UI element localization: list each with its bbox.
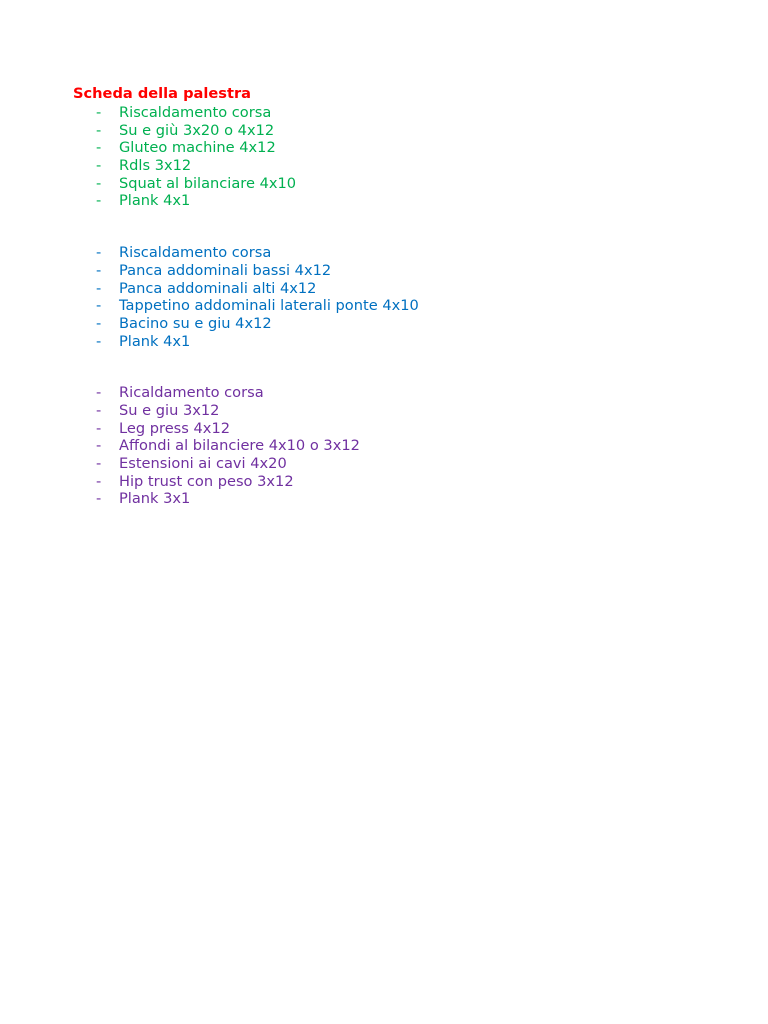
list-item bbox=[73, 104, 768, 122]
list-item bbox=[73, 157, 768, 175]
list-bullet: - bbox=[96, 455, 102, 472]
list-item-text: Leg press 4x12 bbox=[119, 419, 231, 437]
list-item-text: Affondi al bilanciere 4x10 o 3x12 bbox=[119, 437, 360, 455]
list-item bbox=[73, 139, 768, 157]
list-item-text: Bacino su e giu 4x12 bbox=[119, 314, 272, 332]
list-bullet: - bbox=[96, 490, 102, 508]
list-item-text: Tappetino addominali laterali ponte 4x10 bbox=[119, 297, 419, 315]
list-bullet: - bbox=[96, 121, 102, 139]
list-item bbox=[73, 402, 768, 420]
list-bullet: - bbox=[96, 332, 102, 350]
list-item-text: Riscaldamento corsa bbox=[119, 104, 272, 121]
list-item bbox=[73, 262, 768, 280]
list-bullet: - bbox=[96, 297, 102, 315]
list-bullet: - bbox=[96, 279, 102, 297]
list-bullet: - bbox=[96, 401, 102, 419]
workout-group-1 bbox=[73, 104, 768, 210]
list-item-text: Hip trust con peso 3x12 bbox=[119, 472, 294, 490]
list-item bbox=[73, 122, 768, 140]
list-item-text: Estensioni ai cavi 4x20 bbox=[119, 455, 287, 472]
list-bullet: - bbox=[96, 472, 102, 490]
list-item-text: Panca addominali bassi 4x12 bbox=[119, 261, 332, 279]
list-item bbox=[73, 384, 768, 402]
list-bullet: - bbox=[96, 384, 102, 402]
list-bullet: - bbox=[96, 314, 102, 332]
list-bullet: - bbox=[96, 244, 102, 262]
list-item-text: Squat al bilanciare 4x10 bbox=[119, 174, 297, 192]
list-bullet: - bbox=[96, 419, 102, 437]
list-item bbox=[73, 280, 768, 298]
list-bullet: - bbox=[96, 139, 102, 157]
list-bullet: - bbox=[96, 174, 102, 192]
list-item bbox=[73, 455, 768, 473]
list-bullet: - bbox=[96, 104, 102, 121]
list-item bbox=[73, 192, 768, 210]
list-bullet: - bbox=[96, 192, 102, 210]
list-item bbox=[73, 490, 768, 508]
workout-group-3 bbox=[73, 384, 768, 508]
list-item-text: Panca addominali alti 4x12 bbox=[119, 279, 317, 297]
workout-group-2 bbox=[73, 244, 768, 350]
list-item bbox=[73, 437, 768, 455]
list-item bbox=[73, 297, 768, 315]
list-item-text: Plank 4x1 bbox=[119, 192, 191, 210]
list-item bbox=[73, 315, 768, 333]
list-item-text: Riscaldamento corsa bbox=[119, 244, 272, 262]
list-item bbox=[73, 473, 768, 491]
list-item bbox=[73, 420, 768, 438]
list-item bbox=[73, 175, 768, 193]
list-item-text: Rdls 3x12 bbox=[119, 157, 192, 175]
list-item bbox=[73, 333, 768, 351]
list-item-text: Gluteo machine 4x12 bbox=[119, 139, 276, 157]
document-title: Scheda della palestra bbox=[73, 85, 252, 102]
document-page bbox=[73, 84, 768, 508]
list-item-text: Plank 3x1 bbox=[119, 490, 191, 508]
list-item-text: Su e giu 3x12 bbox=[119, 401, 220, 419]
list-bullet: - bbox=[96, 261, 102, 279]
list-item-text: Plank 4x1 bbox=[119, 332, 191, 350]
list-bullet: - bbox=[96, 437, 102, 455]
list-bullet: - bbox=[96, 157, 102, 175]
list-item bbox=[73, 244, 768, 262]
list-item-text: Ricaldamento corsa bbox=[119, 384, 264, 402]
list-item-text: Su e giù 3x20 o 4x12 bbox=[119, 121, 275, 139]
